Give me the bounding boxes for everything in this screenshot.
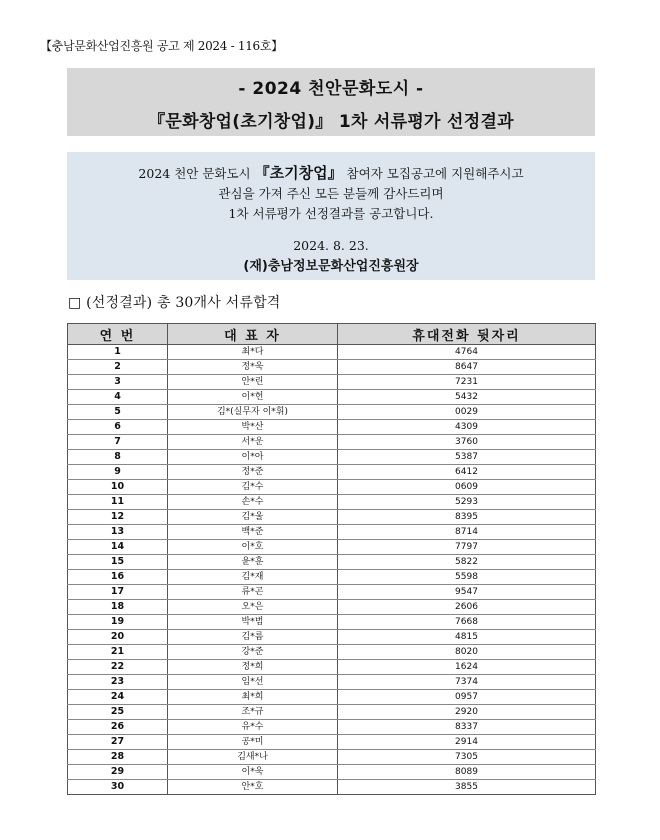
phone-last-digits: 8089 [338, 765, 596, 780]
table-body [68, 345, 596, 795]
row-number: 28 [68, 750, 168, 765]
notice-line-1-end: 참여자 모집공고에 지원해주시고 [342, 166, 524, 181]
phone-last-digits: 5293 [338, 495, 596, 510]
table-row [68, 765, 596, 780]
phone-last-digits: 5387 [338, 450, 596, 465]
phone-last-digits: 7231 [338, 375, 596, 390]
phone-last-digits: 2606 [338, 600, 596, 615]
row-number: 2 [68, 360, 168, 375]
phone-last-digits: 4764 [338, 345, 596, 360]
table-row [68, 600, 596, 615]
table-row [68, 495, 596, 510]
row-number: 12 [68, 510, 168, 525]
row-number: 4 [68, 390, 168, 405]
row-number: 8 [68, 450, 168, 465]
row-number: 14 [68, 540, 168, 555]
table-row [68, 480, 596, 495]
row-number: 30 [68, 780, 168, 795]
representative-name: 류*곤 [168, 585, 338, 600]
representative-name: 이*헌 [168, 390, 338, 405]
phone-last-digits: 8395 [338, 510, 596, 525]
representative-name: 최*다 [168, 345, 338, 360]
phone-last-digits: 0609 [338, 480, 596, 495]
row-number: 10 [68, 480, 168, 495]
table-row [68, 570, 596, 585]
table-row [68, 645, 596, 660]
representative-name: 김*울 [168, 510, 338, 525]
phone-last-digits: 9547 [338, 585, 596, 600]
representative-name: 김*재 [168, 570, 338, 585]
representative-name: 손*수 [168, 495, 338, 510]
phone-last-digits: 7797 [338, 540, 596, 555]
table-row [68, 360, 596, 375]
table-row [68, 375, 596, 390]
representative-name: 안*호 [168, 780, 338, 795]
table-row [68, 555, 596, 570]
title-banner [67, 68, 595, 136]
table-row [68, 390, 596, 405]
phone-last-digits: 0957 [338, 690, 596, 705]
table-row [68, 660, 596, 675]
representative-name: 정*희 [168, 660, 338, 675]
representative-name: 임*선 [168, 675, 338, 690]
representative-name: 조*규 [168, 705, 338, 720]
row-number: 13 [68, 525, 168, 540]
phone-last-digits: 0029 [338, 405, 596, 420]
table-row [68, 420, 596, 435]
phone-last-digits: 7668 [338, 615, 596, 630]
table-row [68, 780, 596, 795]
row-number: 6 [68, 420, 168, 435]
title-line-1: - 2024 천안문화도시 - [238, 79, 424, 99]
table-row [68, 465, 596, 480]
representative-name: 이*호 [168, 540, 338, 555]
notice-message [67, 152, 595, 280]
phone-last-digits: 6412 [338, 465, 596, 480]
row-number: 22 [68, 660, 168, 675]
row-number: 19 [68, 615, 168, 630]
row-number: 7 [68, 435, 168, 450]
row-number: 11 [68, 495, 168, 510]
row-number: 29 [68, 765, 168, 780]
representative-name: 공*미 [168, 735, 338, 750]
phone-last-digits: 8714 [338, 525, 596, 540]
representative-name: 김*(실무자 이*휘) [168, 405, 338, 420]
notice-line-1-start: 2024 천안 문화도시 [138, 166, 255, 181]
row-number: 15 [68, 555, 168, 570]
notice-date: 2024. 8. 23. [293, 238, 369, 253]
row-number: 20 [68, 630, 168, 645]
phone-last-digits: 7374 [338, 675, 596, 690]
column-header-representative: 대 표 자 [168, 324, 338, 345]
phone-last-digits: 5822 [338, 555, 596, 570]
representative-name: 박*범 [168, 615, 338, 630]
representative-name: 김새*나 [168, 750, 338, 765]
representative-name: 정*준 [168, 465, 338, 480]
table-row [68, 435, 596, 450]
table-row [68, 705, 596, 720]
notice-line-2: 관심을 가져 주신 모든 분들께 감사드리며 [218, 186, 444, 201]
phone-last-digits: 5598 [338, 570, 596, 585]
phone-last-digits: 8647 [338, 360, 596, 375]
notice-line-1 [67, 163, 595, 184]
phone-last-digits: 4309 [338, 420, 596, 435]
phone-last-digits: 3855 [338, 780, 596, 795]
representative-name: 이*욱 [168, 765, 338, 780]
table-row [68, 405, 596, 420]
row-number: 9 [68, 465, 168, 480]
notice-number: 【충남문화산업진흥원 공고 제 2024 - 116호】 [40, 39, 283, 53]
row-number: 27 [68, 735, 168, 750]
row-number: 5 [68, 405, 168, 420]
representative-name: 윤*훈 [168, 555, 338, 570]
row-number: 23 [68, 675, 168, 690]
table-row [68, 630, 596, 645]
representative-name: 서*운 [168, 435, 338, 450]
phone-last-digits: 3760 [338, 435, 596, 450]
phone-last-digits: 1624 [338, 660, 596, 675]
phone-last-digits: 2920 [338, 705, 596, 720]
table-row [68, 675, 596, 690]
representative-name: 오*은 [168, 600, 338, 615]
table-row [68, 735, 596, 750]
representative-name: 김*수 [168, 480, 338, 495]
representative-name: 최*희 [168, 690, 338, 705]
issuing-organization: (재)충남정보문화산업진흥원장 [243, 259, 419, 274]
table-row [68, 690, 596, 705]
representative-name: 김*름 [168, 630, 338, 645]
phone-last-digits: 8020 [338, 645, 596, 660]
representative-name: 강*준 [168, 645, 338, 660]
representative-name: 유*수 [168, 720, 338, 735]
row-number: 24 [68, 690, 168, 705]
row-number: 3 [68, 375, 168, 390]
table-row [68, 540, 596, 555]
row-number: 16 [68, 570, 168, 585]
row-number: 26 [68, 720, 168, 735]
phone-last-digits: 8337 [338, 720, 596, 735]
representative-name: 이*아 [168, 450, 338, 465]
results-table [67, 323, 596, 795]
row-number: 25 [68, 705, 168, 720]
row-number: 17 [68, 585, 168, 600]
column-header-number: 연 번 [68, 324, 168, 345]
section-heading: □ (선정결과) 총 30개사 서류합격 [68, 295, 281, 311]
phone-last-digits: 7305 [338, 750, 596, 765]
table-row [68, 450, 596, 465]
phone-last-digits: 2914 [338, 735, 596, 750]
row-number: 18 [68, 600, 168, 615]
table-row [68, 345, 596, 360]
table-row [68, 585, 596, 600]
row-number: 1 [68, 345, 168, 360]
phone-last-digits: 4815 [338, 630, 596, 645]
program-name: 『초기창업』 [254, 164, 343, 182]
table-row [68, 615, 596, 630]
phone-last-digits: 5432 [338, 390, 596, 405]
column-header-phone: 휴대전화 뒷자리 [338, 324, 596, 345]
representative-name: 안*린 [168, 375, 338, 390]
table-row [68, 510, 596, 525]
table-row [68, 750, 596, 765]
representative-name: 박*산 [168, 420, 338, 435]
representative-name: 정*욱 [168, 360, 338, 375]
row-number: 21 [68, 645, 168, 660]
table-row [68, 720, 596, 735]
table-row [68, 525, 596, 540]
table-header-row [68, 324, 596, 345]
notice-line-3: 1차 서류평가 선정결과를 공고합니다. [228, 206, 434, 221]
title-line-2: 『문화창업(초기창업)』 1차 서류평가 선정결과 [148, 112, 514, 132]
representative-name: 백*준 [168, 525, 338, 540]
